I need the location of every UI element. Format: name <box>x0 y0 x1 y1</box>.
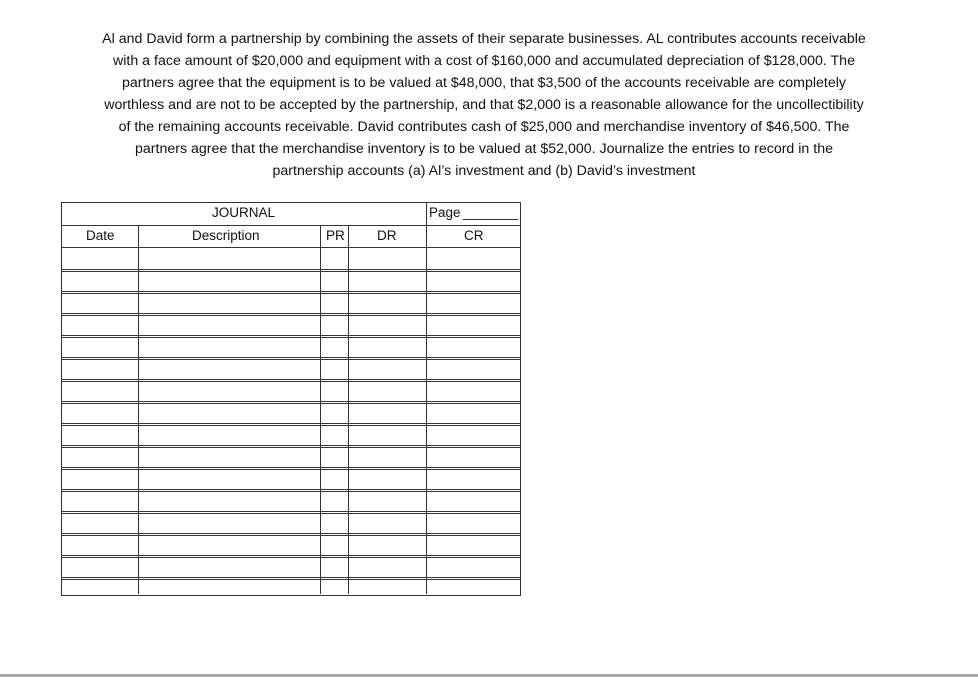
column-header-date: Date <box>86 228 115 243</box>
journal-entry-row[interactable] <box>62 359 520 381</box>
journal-entry-row[interactable] <box>62 337 520 359</box>
journal-entry-row[interactable] <box>62 469 520 491</box>
problem-statement <box>68 28 900 182</box>
column-header-cr: CR <box>464 228 484 243</box>
problem-line: partners agree that the equipment is to be valued at $48,000, that $3,500 of the accounts receivable are completely <box>121 75 847 91</box>
journal-entry-row[interactable] <box>62 447 520 469</box>
journal-entry-row[interactable] <box>62 557 520 579</box>
grid-line <box>62 225 520 226</box>
journal-title: JOURNAL <box>212 205 276 220</box>
problem-line: Al and David form a partnership by combining the assets of their separate businesses. AL contributes accounts receivable <box>102 31 866 47</box>
problem-line: with a face amount of $20,000 and equipment with a cost of $160,000 and accumulated depreciation of $128,000. The <box>113 53 855 69</box>
column-header-dr: DR <box>377 228 397 243</box>
journal-entry-row[interactable] <box>62 271 520 293</box>
journal-entry-row[interactable] <box>62 381 520 403</box>
column-header-description: Description <box>192 228 260 243</box>
journal-table <box>61 202 521 596</box>
journal-entry-row[interactable] <box>62 249 520 271</box>
journal-entry-row[interactable] <box>62 491 520 513</box>
journal-entry-row[interactable] <box>62 513 520 535</box>
problem-line: worthless and are not to be accepted by the partnership, and that $2,000 is a reasonable allowance for the uncollectibility <box>104 97 864 113</box>
column-header-pr: PR <box>326 228 345 243</box>
problem-line: partners agree that the merchandise inventory is to be valued at $52,000. Journalize the entries to record in the <box>135 141 833 157</box>
problem-line: of the remaining accounts receivable. David contributes cash of $25,000 and merchandise inventory of $46,500. The <box>118 119 850 135</box>
journal-entry-row[interactable] <box>62 293 520 315</box>
problem-line: partnership accounts (a) Al’s investment and (b) David’s investment <box>272 163 696 179</box>
journal-entry-row[interactable] <box>62 403 520 425</box>
page-label: Page <box>429 205 461 220</box>
grid-line <box>62 579 520 580</box>
grid-line <box>62 247 520 248</box>
journal-entry-row[interactable] <box>62 535 520 557</box>
page-number-blank[interactable] <box>463 219 518 220</box>
journal-entry-row[interactable] <box>62 315 520 337</box>
journal-entry-row[interactable] <box>62 425 520 447</box>
